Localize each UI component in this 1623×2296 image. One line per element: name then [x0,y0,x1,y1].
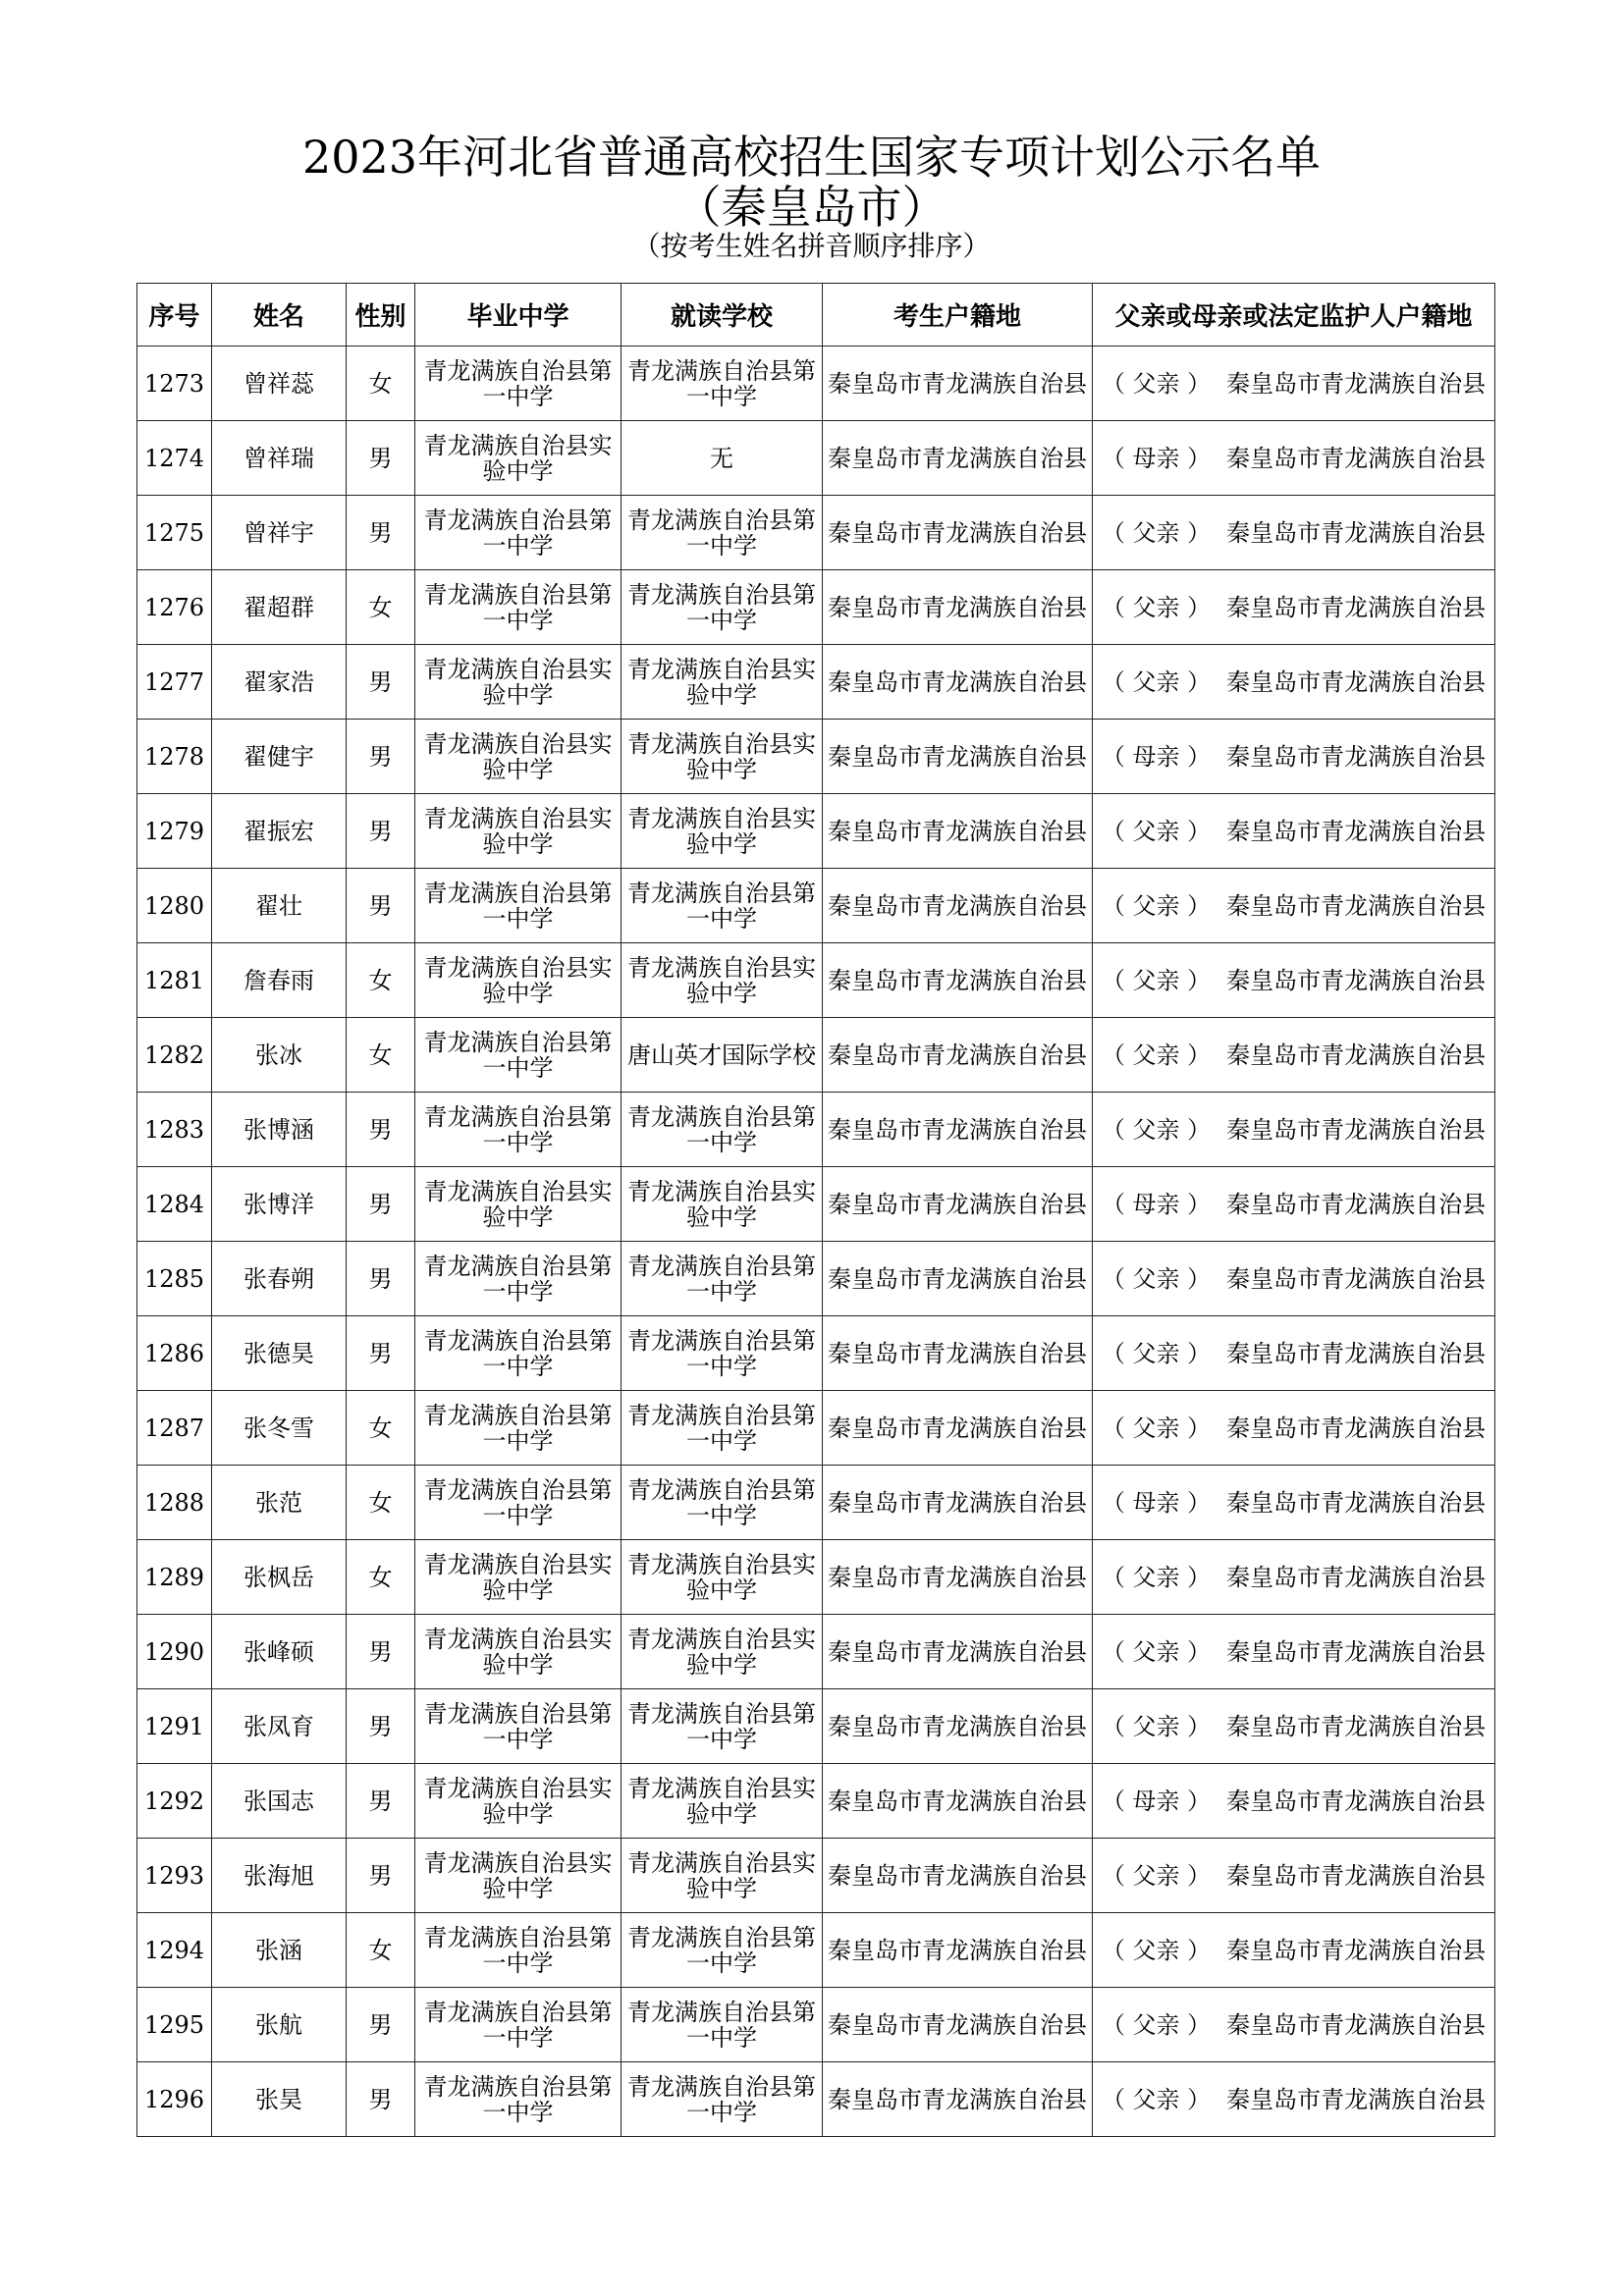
grad-school-cell: 青龙满族自治县第一中学 [415,869,622,943]
seq-cell: 1290 [137,1615,212,1689]
name-cell: 翟家浩 [212,645,347,720]
guardian-relation: （ 父亲 ） [1101,369,1212,398]
guardian-cell [1093,645,1495,720]
table-row [137,1689,1495,1764]
current-school-cell: 青龙满族自治县第一中学 [622,347,823,421]
grad-school-cell: 青龙满族自治县实验中学 [415,1615,622,1689]
current-school-cell: 青龙满族自治县实验中学 [622,943,823,1018]
guardian-hukou: 秦皇岛市青龙满族自治县 [1226,444,1487,472]
page-title: 2023年河北省普通高校招生国家专项计划公示名单 [301,131,1322,184]
table-row [137,1764,1495,1839]
table-row [137,1242,1495,1316]
seq-cell: 1284 [137,1167,212,1242]
guardian-cell [1093,1167,1495,1242]
grad-school-cell: 青龙满族自治县第一中学 [415,496,622,570]
guardian-cell [1093,1764,1495,1839]
grad-school-cell: 青龙满族自治县实验中学 [415,1167,622,1242]
name-cell: 翟壮 [212,869,347,943]
name-cell: 张海旭 [212,1839,347,1913]
guardian-relation: （ 父亲 ） [1101,593,1212,621]
guardian-cell [1093,943,1495,1018]
col-header-guardian-hukou: 父亲或母亲或法定监护人户籍地 [1093,284,1495,347]
seq-cell: 1289 [137,1540,212,1615]
gender-cell: 男 [347,496,415,570]
seq-cell: 1291 [137,1689,212,1764]
seq-cell: 1283 [137,1093,212,1167]
guardian-hukou: 秦皇岛市青龙满族自治县 [1226,742,1487,771]
hukou-cell: 秦皇岛市青龙满族自治县 [823,1615,1093,1689]
table-row [137,645,1495,720]
guardian-cell [1093,1913,1495,1988]
grad-school-cell: 青龙满族自治县实验中学 [415,720,622,794]
name-cell: 张涵 [212,1913,347,1988]
guardian-hukou: 秦皇岛市青龙满族自治县 [1226,667,1487,696]
hukou-cell: 秦皇岛市青龙满族自治县 [823,1466,1093,1540]
guardian-cell [1093,1242,1495,1316]
gender-cell: 女 [347,1913,415,1988]
current-school-cell: 青龙满族自治县第一中学 [622,1093,823,1167]
seq-cell: 1279 [137,794,212,869]
guardian-hukou: 秦皇岛市青龙满族自治县 [1226,1115,1487,1144]
grad-school-cell: 青龙满族自治县实验中学 [415,1540,622,1615]
guardian-cell [1093,1018,1495,1093]
hukou-cell: 秦皇岛市青龙满族自治县 [823,1988,1093,2062]
guardian-hukou: 秦皇岛市青龙满族自治县 [1226,1264,1487,1293]
grad-school-cell: 青龙满族自治县第一中学 [415,1689,622,1764]
guardian-cell [1093,1093,1495,1167]
guardian-cell [1093,421,1495,496]
guardian-relation: （ 父亲 ） [1101,1936,1212,1964]
col-header-seq: 序号 [137,284,212,347]
seq-cell: 1278 [137,720,212,794]
seq-cell: 1294 [137,1913,212,1988]
table-row [137,1913,1495,1988]
name-cell: 詹春雨 [212,943,347,1018]
hukou-cell: 秦皇岛市青龙满族自治县 [823,496,1093,570]
gender-cell: 男 [347,794,415,869]
guardian-relation: （ 父亲 ） [1101,891,1212,920]
table-row [137,1540,1495,1615]
current-school-cell: 无 [622,421,823,496]
name-cell: 张冰 [212,1018,347,1093]
current-school-cell: 青龙满族自治县第一中学 [622,570,823,645]
guardian-hukou: 秦皇岛市青龙满族自治县 [1226,2085,1487,2113]
seq-cell: 1282 [137,1018,212,1093]
guardian-hukou: 秦皇岛市青龙满族自治县 [1226,593,1487,621]
guardian-hukou: 秦皇岛市青龙满族自治县 [1226,1190,1487,1218]
guardian-hukou: 秦皇岛市青龙满族自治县 [1226,1936,1487,1964]
table-row [137,1839,1495,1913]
seq-cell: 1287 [137,1391,212,1466]
grad-school-cell: 青龙满族自治县第一中学 [415,1093,622,1167]
name-cell: 张国志 [212,1764,347,1839]
col-header-gender: 性别 [347,284,415,347]
name-cell: 翟超群 [212,570,347,645]
guardian-cell [1093,570,1495,645]
grad-school-cell: 青龙满族自治县第一中学 [415,1391,622,1466]
guardian-relation: （ 父亲 ） [1101,1637,1212,1666]
guardian-relation: （ 父亲 ） [1101,1041,1212,1069]
table-row [137,1391,1495,1466]
sort-note: （按考生姓名拼音顺序排序） [632,230,991,262]
hukou-cell: 秦皇岛市青龙满族自治县 [823,347,1093,421]
gender-cell: 男 [347,720,415,794]
guardian-hukou: 秦皇岛市青龙满族自治县 [1226,2010,1487,2039]
name-cell: 翟振宏 [212,794,347,869]
guardian-hukou: 秦皇岛市青龙满族自治县 [1226,817,1487,845]
hukou-cell: 秦皇岛市青龙满族自治县 [823,570,1093,645]
name-cell: 曾祥宇 [212,496,347,570]
guardian-cell [1093,1466,1495,1540]
col-header-current-school: 就读学校 [622,284,823,347]
col-header-hukou: 考生户籍地 [823,284,1093,347]
current-school-cell: 青龙满族自治县实验中学 [622,1615,823,1689]
guardian-cell [1093,496,1495,570]
grad-school-cell: 青龙满族自治县第一中学 [415,2062,622,2137]
grad-school-cell: 青龙满族自治县第一中学 [415,1988,622,2062]
hukou-cell: 秦皇岛市青龙满族自治县 [823,2062,1093,2137]
gender-cell: 男 [347,869,415,943]
guardian-cell [1093,2062,1495,2137]
gender-cell: 男 [347,1615,415,1689]
name-cell: 张昊 [212,2062,347,2137]
hukou-cell: 秦皇岛市青龙满族自治县 [823,1764,1093,1839]
gender-cell: 女 [347,1466,415,1540]
gender-cell: 男 [347,1167,415,1242]
current-school-cell: 青龙满族自治县实验中学 [622,1764,823,1839]
seq-cell: 1280 [137,869,212,943]
guardian-relation: （ 父亲 ） [1101,518,1212,547]
grad-school-cell: 青龙满族自治县实验中学 [415,421,622,496]
guardian-relation: （ 父亲 ） [1101,2085,1212,2113]
name-cell: 张峰硕 [212,1615,347,1689]
seq-cell: 1295 [137,1988,212,2062]
gender-cell: 女 [347,570,415,645]
table-row [137,2062,1495,2137]
guardian-cell [1093,869,1495,943]
hukou-cell: 秦皇岛市青龙满族自治县 [823,720,1093,794]
guardian-relation: （ 父亲 ） [1101,1115,1212,1144]
guardian-relation: （ 母亲 ） [1101,1488,1212,1517]
guardian-cell [1093,1316,1495,1391]
gender-cell: 男 [347,1689,415,1764]
grad-school-cell: 青龙满族自治县实验中学 [415,1764,622,1839]
table-row [137,1316,1495,1391]
grad-school-cell: 青龙满族自治县第一中学 [415,1316,622,1391]
guardian-cell [1093,720,1495,794]
table-row [137,1615,1495,1689]
guardian-hukou: 秦皇岛市青龙满族自治县 [1226,1712,1487,1740]
gender-cell: 男 [347,2062,415,2137]
col-header-grad-school: 毕业中学 [415,284,622,347]
grad-school-cell: 青龙满族自治县第一中学 [415,1913,622,1988]
col-header-name: 姓名 [212,284,347,347]
table-row [137,347,1495,421]
guardian-cell [1093,1540,1495,1615]
guardian-relation: （ 父亲 ） [1101,1339,1212,1367]
gender-cell: 男 [347,1764,415,1839]
seq-cell: 1292 [137,1764,212,1839]
guardian-relation: （ 母亲 ） [1101,1190,1212,1218]
guardian-cell [1093,1689,1495,1764]
name-cell: 张凤育 [212,1689,347,1764]
guardian-hukou: 秦皇岛市青龙满族自治县 [1226,1787,1487,1815]
name-cell: 张冬雪 [212,1391,347,1466]
guardian-hukou: 秦皇岛市青龙满族自治县 [1226,1041,1487,1069]
grad-school-cell: 青龙满族自治县第一中学 [415,347,622,421]
grad-school-cell: 青龙满族自治县实验中学 [415,794,622,869]
current-school-cell: 唐山英才国际学校 [622,1018,823,1093]
current-school-cell: 青龙满族自治县实验中学 [622,1540,823,1615]
guardian-relation: （ 父亲 ） [1101,1712,1212,1740]
hukou-cell: 秦皇岛市青龙满族自治县 [823,794,1093,869]
seq-cell: 1285 [137,1242,212,1316]
guardian-relation: （ 父亲 ） [1101,966,1212,994]
table-row [137,1466,1495,1540]
hukou-cell: 秦皇岛市青龙满族自治县 [823,1093,1093,1167]
seq-cell: 1296 [137,2062,212,2137]
current-school-cell: 青龙满族自治县第一中学 [622,1913,823,1988]
name-cell: 曾祥瑞 [212,421,347,496]
name-cell: 张博涵 [212,1093,347,1167]
roster-table [136,283,1495,2137]
current-school-cell: 青龙满族自治县实验中学 [622,794,823,869]
guardian-relation: （ 父亲 ） [1101,2010,1212,2039]
grad-school-cell: 青龙满族自治县第一中学 [415,1466,622,1540]
current-school-cell: 青龙满族自治县第一中学 [622,1466,823,1540]
gender-cell: 男 [347,1316,415,1391]
guardian-cell [1093,1839,1495,1913]
hukou-cell: 秦皇岛市青龙满族自治县 [823,943,1093,1018]
guardian-cell [1093,1988,1495,2062]
table-row [137,1093,1495,1167]
current-school-cell: 青龙满族自治县第一中学 [622,1689,823,1764]
hukou-cell: 秦皇岛市青龙满族自治县 [823,645,1093,720]
guardian-cell [1093,1615,1495,1689]
name-cell: 曾祥蕊 [212,347,347,421]
guardian-hukou: 秦皇岛市青龙满族自治县 [1226,891,1487,920]
seq-cell: 1293 [137,1839,212,1913]
table-row [137,943,1495,1018]
current-school-cell: 青龙满族自治县实验中学 [622,1839,823,1913]
grad-school-cell: 青龙满族自治县实验中学 [415,1839,622,1913]
seq-cell: 1286 [137,1316,212,1391]
gender-cell: 男 [347,1093,415,1167]
grad-school-cell: 青龙满族自治县第一中学 [415,570,622,645]
gender-cell: 男 [347,1242,415,1316]
hukou-cell: 秦皇岛市青龙满族自治县 [823,1540,1093,1615]
guardian-hukou: 秦皇岛市青龙满族自治县 [1226,1488,1487,1517]
hukou-cell: 秦皇岛市青龙满族自治县 [823,1242,1093,1316]
gender-cell: 男 [347,1988,415,2062]
table-row [137,1018,1495,1093]
seq-cell: 1288 [137,1466,212,1540]
seq-cell: 1276 [137,570,212,645]
guardian-hukou: 秦皇岛市青龙满族自治县 [1226,518,1487,547]
gender-cell: 男 [347,645,415,720]
grad-school-cell: 青龙满族自治县实验中学 [415,943,622,1018]
header-row [137,284,1495,347]
city-subtitle: （秦皇岛市） [676,181,947,234]
seq-cell: 1281 [137,943,212,1018]
hukou-cell: 秦皇岛市青龙满族自治县 [823,1913,1093,1988]
guardian-relation: （ 母亲 ） [1101,1787,1212,1815]
guardian-relation: （ 母亲 ） [1101,742,1212,771]
current-school-cell: 青龙满族自治县第一中学 [622,869,823,943]
hukou-cell: 秦皇岛市青龙满族自治县 [823,421,1093,496]
table-row [137,1988,1495,2062]
gender-cell: 女 [347,943,415,1018]
current-school-cell: 青龙满族自治县实验中学 [622,1167,823,1242]
hukou-cell: 秦皇岛市青龙满族自治县 [823,1689,1093,1764]
guardian-hukou: 秦皇岛市青龙满族自治县 [1226,1339,1487,1367]
table-row [137,794,1495,869]
current-school-cell: 青龙满族自治县第一中学 [622,1391,823,1466]
table-row [137,869,1495,943]
guardian-relation: （ 父亲 ） [1101,667,1212,696]
name-cell: 张范 [212,1466,347,1540]
current-school-cell: 青龙满族自治县第一中学 [622,1988,823,2062]
guardian-hukou: 秦皇岛市青龙满族自治县 [1226,1861,1487,1890]
gender-cell: 女 [347,1540,415,1615]
current-school-cell: 青龙满族自治县实验中学 [622,720,823,794]
guardian-relation: （ 父亲 ） [1101,1563,1212,1591]
grad-school-cell: 青龙满族自治县第一中学 [415,1018,622,1093]
guardian-relation: （ 父亲 ） [1101,1264,1212,1293]
name-cell: 张博洋 [212,1167,347,1242]
guardian-cell [1093,1391,1495,1466]
grad-school-cell: 青龙满族自治县实验中学 [415,645,622,720]
grad-school-cell: 青龙满族自治县第一中学 [415,1242,622,1316]
name-cell: 张德昊 [212,1316,347,1391]
gender-cell: 男 [347,1839,415,1913]
table-row [137,496,1495,570]
guardian-relation: （ 父亲 ） [1101,1861,1212,1890]
table-row [137,421,1495,496]
seq-cell: 1273 [137,347,212,421]
gender-cell: 女 [347,347,415,421]
guardian-cell [1093,794,1495,869]
seq-cell: 1277 [137,645,212,720]
guardian-hukou: 秦皇岛市青龙满族自治县 [1226,369,1487,398]
current-school-cell: 青龙满族自治县第一中学 [622,496,823,570]
name-cell: 张航 [212,1988,347,2062]
guardian-cell [1093,347,1495,421]
hukou-cell: 秦皇岛市青龙满族自治县 [823,1316,1093,1391]
table-row [137,1167,1495,1242]
guardian-hukou: 秦皇岛市青龙满族自治县 [1226,1637,1487,1666]
seq-cell: 1274 [137,421,212,496]
current-school-cell: 青龙满族自治县实验中学 [622,645,823,720]
guardian-hukou: 秦皇岛市青龙满族自治县 [1226,966,1487,994]
gender-cell: 男 [347,421,415,496]
current-school-cell: 青龙满族自治县第一中学 [622,1316,823,1391]
guardian-hukou: 秦皇岛市青龙满族自治县 [1226,1414,1487,1442]
hukou-cell: 秦皇岛市青龙满族自治县 [823,1018,1093,1093]
hukou-cell: 秦皇岛市青龙满族自治县 [823,1167,1093,1242]
guardian-relation: （ 父亲 ） [1101,817,1212,845]
gender-cell: 女 [347,1018,415,1093]
table-row [137,570,1495,645]
roster-body [137,347,1495,2137]
table-row [137,720,1495,794]
guardian-relation: （ 母亲 ） [1101,444,1212,472]
hukou-cell: 秦皇岛市青龙满族自治县 [823,869,1093,943]
current-school-cell: 青龙满族自治县第一中学 [622,2062,823,2137]
seq-cell: 1275 [137,496,212,570]
name-cell: 张枫岳 [212,1540,347,1615]
guardian-relation: （ 父亲 ） [1101,1414,1212,1442]
current-school-cell: 青龙满族自治县第一中学 [622,1242,823,1316]
gender-cell: 女 [347,1391,415,1466]
hukou-cell: 秦皇岛市青龙满族自治县 [823,1839,1093,1913]
hukou-cell: 秦皇岛市青龙满族自治县 [823,1391,1093,1466]
name-cell: 张春朔 [212,1242,347,1316]
name-cell: 翟健宇 [212,720,347,794]
guardian-hukou: 秦皇岛市青龙满族自治县 [1226,1563,1487,1591]
